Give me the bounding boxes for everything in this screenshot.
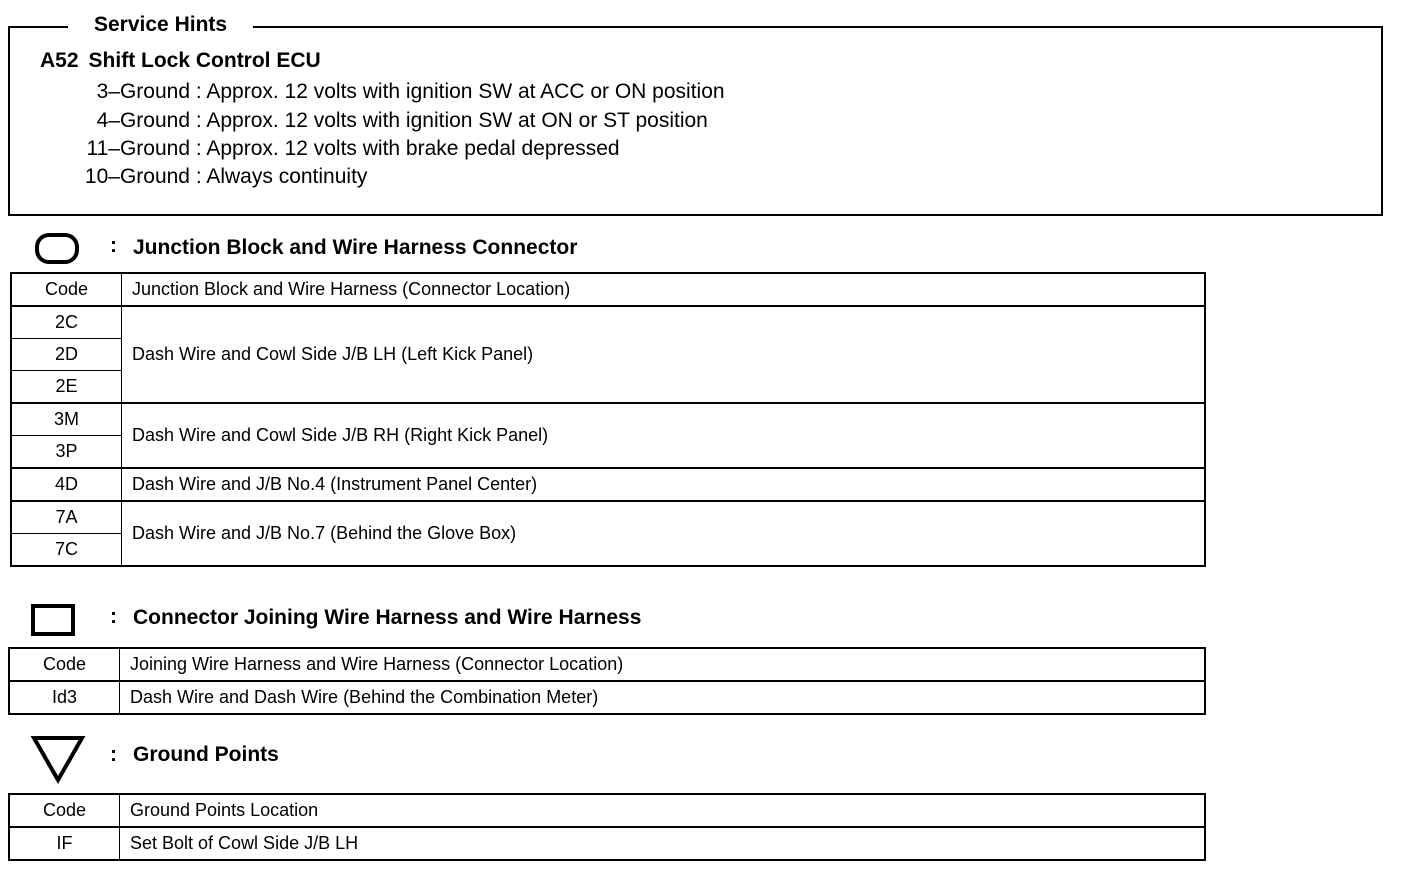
code-cell: 2D bbox=[11, 339, 122, 371]
header-desc: Ground Points Location bbox=[120, 794, 1206, 827]
hint-line bbox=[0, 164, 367, 190]
code-cell: 2E bbox=[11, 371, 122, 404]
code-cell: IF bbox=[9, 827, 120, 860]
desc-cell: Dash Wire and J/B No.4 (Instrument Panel Center) bbox=[122, 468, 1206, 501]
junction-heading: Junction Block and Wire Harness Connector bbox=[133, 236, 578, 259]
ground-table bbox=[8, 793, 1206, 861]
code-cell: 3M bbox=[11, 403, 122, 436]
header-code: Code bbox=[9, 794, 120, 827]
ecu-title bbox=[40, 48, 321, 74]
code-cell: Id3 bbox=[9, 681, 120, 714]
header-desc: Joining Wire Harness and Wire Harness (Connector Location) bbox=[120, 648, 1206, 681]
table-row bbox=[11, 306, 1205, 339]
table-row bbox=[11, 403, 1205, 436]
hint-line bbox=[0, 79, 725, 105]
colon: : bbox=[110, 743, 117, 766]
hint-text: : Approx. 12 volts with ignition SW at ON or ST position bbox=[190, 109, 708, 132]
ecu-name: Shift Lock Control ECU bbox=[88, 49, 321, 72]
ground-heading: Ground Points bbox=[133, 743, 279, 766]
hint-line bbox=[0, 108, 708, 134]
desc-cell: Dash Wire and Cowl Side J/B RH (Right Kick Panel) bbox=[122, 403, 1206, 468]
hint-pin: 11–Ground bbox=[86, 137, 190, 160]
desc-cell: Dash Wire and Cowl Side J/B LH (Left Kick Panel) bbox=[122, 306, 1206, 403]
joining-heading: Connector Joining Wire Harness and Wire Harness bbox=[133, 606, 642, 629]
table-header-row bbox=[11, 273, 1205, 306]
hint-pin: 4–Ground bbox=[96, 109, 190, 132]
hint-text: : Approx. 12 volts with ignition SW at ACC or ON position bbox=[190, 80, 725, 103]
joining-table bbox=[8, 647, 1206, 715]
code-cell: 7A bbox=[11, 501, 122, 534]
desc-cell: Set Bolt of Cowl Side J/B LH bbox=[120, 827, 1206, 860]
header-desc: Junction Block and Wire Harness (Connector Location) bbox=[122, 273, 1206, 306]
table-row bbox=[9, 827, 1205, 860]
desc-cell: Dash Wire and Dash Wire (Behind the Combination Meter) bbox=[120, 681, 1206, 714]
table-header-row bbox=[9, 794, 1205, 827]
header-code: Code bbox=[9, 648, 120, 681]
hint-pin: 10–Ground bbox=[84, 165, 190, 188]
code-cell: 7C bbox=[11, 534, 122, 567]
hint-text: : Always continuity bbox=[190, 165, 368, 188]
code-cell: 2C bbox=[11, 306, 122, 339]
hint-text: : Approx. 12 volts with brake pedal depressed bbox=[190, 137, 620, 160]
code-cell: 3P bbox=[11, 436, 122, 469]
junction-table bbox=[10, 272, 1206, 567]
service-hints-title: Service Hints bbox=[68, 12, 253, 38]
hint-line bbox=[0, 136, 620, 162]
code-cell: 4D bbox=[11, 468, 122, 501]
table-row bbox=[9, 681, 1205, 714]
header-code: Code bbox=[11, 273, 122, 306]
triangle-down-icon bbox=[30, 734, 86, 784]
hint-pin: 3–Ground bbox=[96, 80, 190, 103]
table-header-row bbox=[9, 648, 1205, 681]
colon: : bbox=[110, 605, 117, 628]
table-row bbox=[11, 501, 1205, 534]
colon: : bbox=[110, 234, 117, 257]
desc-cell: Dash Wire and J/B No.7 (Behind the Glove Box) bbox=[122, 501, 1206, 566]
table-row bbox=[11, 468, 1205, 501]
ecu-code: A52 bbox=[40, 49, 79, 72]
rounded-rect-icon bbox=[34, 232, 82, 266]
square-icon bbox=[30, 603, 78, 637]
